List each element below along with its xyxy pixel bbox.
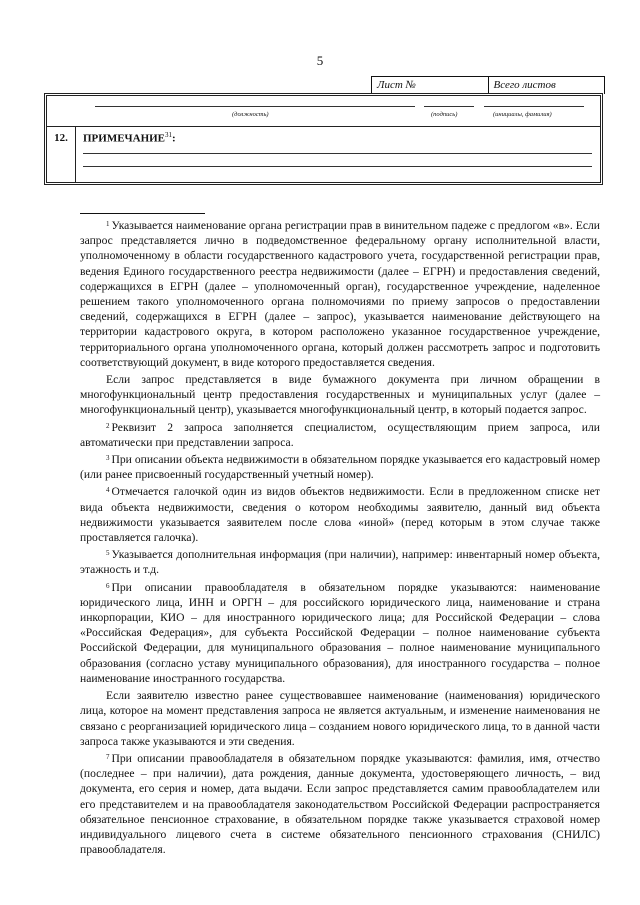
footnote-mark: 3 [106,454,110,463]
note-line[interactable] [83,166,592,167]
name-caption: (инициалы, фамилия) [493,111,552,118]
footnotes [80,218,600,859]
footnote-text: Отмечается галочкой один из видов объектов недвижимости. Если в предложенном списке нет вида объекта недвижимости, сведения о котором необходимы заявителю, данный вид объекта недвижимости указывается заявителем после слова «иной» (перед которым в этом случае также проставляется галочка). [80,485,600,545]
footnote-text: Реквизит 2 запроса заполняется специалистом, осуществляющим прием запроса, или автоматически при представлении запроса. [80,420,600,449]
footnote-text: При описании правообладателя в обязательном порядке указываются: фамилия, имя, отчество (последнее – при наличии), дата рождения, данные документа, удостоверяющего личность, – вид документа, его серия и номер, дата выдачи. Если запрос представляется самим правообладателем или его представителем и на правообладателя законодательством Российской Федерации распространяется обязательное пенсионное страхование, в обязательном порядке также указывается страховой номер индивидуального лицевого счета в системе обязательного пенсионного страхования (СНИЛС) правообладателя. [80,751,600,857]
row-number: 12. [54,132,68,144]
footnote-mark: 5 [106,549,110,558]
footnote [80,372,600,418]
footnote [80,218,600,370]
footnote-mark: 1 [106,220,110,228]
request-form-table [44,93,603,185]
footnote-text: При описании правообладателя в обязательном порядке указываются: наименование юридического лица, ИНН и ОРГН – для российского юридического лица, наименование и страна инкорпорации, КИО – для иностранного юридического лица; для Российской Федерации – слова «Российская Федерация», для субъекта Российской Федерации – полное наименование субъекта Российской Федерации, для муниципального образования – полное наименование муниципального образования (согласно уставу муниципального образования), для иностранного государства – полное наименование иностранного государства. [80,580,600,685]
footnote-mark: 6 [106,581,110,590]
footnote [80,751,600,857]
footnote-text: Указывается дополнительная информация (при наличии), например: инвентарный номер объекта, этажность и т.д. [80,548,600,577]
signature-line [424,106,474,107]
name-line [484,106,584,107]
note-line[interactable] [83,153,592,154]
footnote [80,420,600,450]
footnote-mark: 2 [106,421,110,430]
position-caption: (должность) [232,111,269,118]
footnote [80,688,600,749]
note-title: ПРИМЕЧАНИЕ$^{31}$: [83,131,176,145]
sheet-number-label: Лист № [377,79,416,91]
footnote [80,452,600,482]
footnote-text: Указывается наименование органа регистрации прав в винительном падеже с предлогом «в». Если запрос представляется лично в подведомственное федеральному органу исполнительной власти, уполномоченному в области государственного кадастрового учета, государственной регистрации прав, ведения Единого государственного реестра недвижимости (далее – ЕГРН) и предоставления сведений, содержащихся в ЕГРН (далее – уполномоченный орган), государственное учреждение, наделенное решением такого уполномоченного органа полномочиями по приему запросов о предоставлении сведений, содержащихся в ЕГРН (далее – запрос), указывается наименование действующего на территории кадастрового округа, в котором расположено указанное государственное учреждение, территориального органа уполномоченного органа, который должен рассмотреть запрос и подготовить соответствующий документ, в виде которого предоставляется сведения. [80,219,600,369]
sheet-header [371,76,605,94]
footnote [80,580,600,686]
total-sheets-label: Всего листов [488,77,605,94]
number-column-divider [75,127,76,182]
page-number: 5 [316,53,324,68]
footnote-text: Если запрос представляется в виде бумажного документа при личном обращении в многофункциональный центр предоставления государственных и муниципальных услуг (далее – многофункциональный центр), указывается многофункциональный центр, в который подается запрос. [80,373,600,417]
row-divider [47,126,600,127]
footnote [80,547,600,577]
footnote-text: При описании объекта недвижимости в обязательном порядке указывается его кадастровый номер (или ранее присвоенный государственный учетный номер). [80,453,600,482]
footnote-mark: 7 [106,752,110,761]
footnote-mark: 4 [106,486,110,495]
signature-caption: (подпись) [431,111,458,118]
position-line [95,106,415,107]
note-footnote-ref: 31 [165,131,173,139]
footnote-separator [80,213,205,214]
footnote-text: Если заявителю известно ранее существовавшее наименование (наименования) юридического лица, которое на момент представления запроса не является актуальным, и изменение наименования не связано с реорганизацией юридического лица – созданием нового юридического лица, то в данной части запроса также указываются и эти сведения. [80,689,600,748]
footnote [80,484,600,545]
